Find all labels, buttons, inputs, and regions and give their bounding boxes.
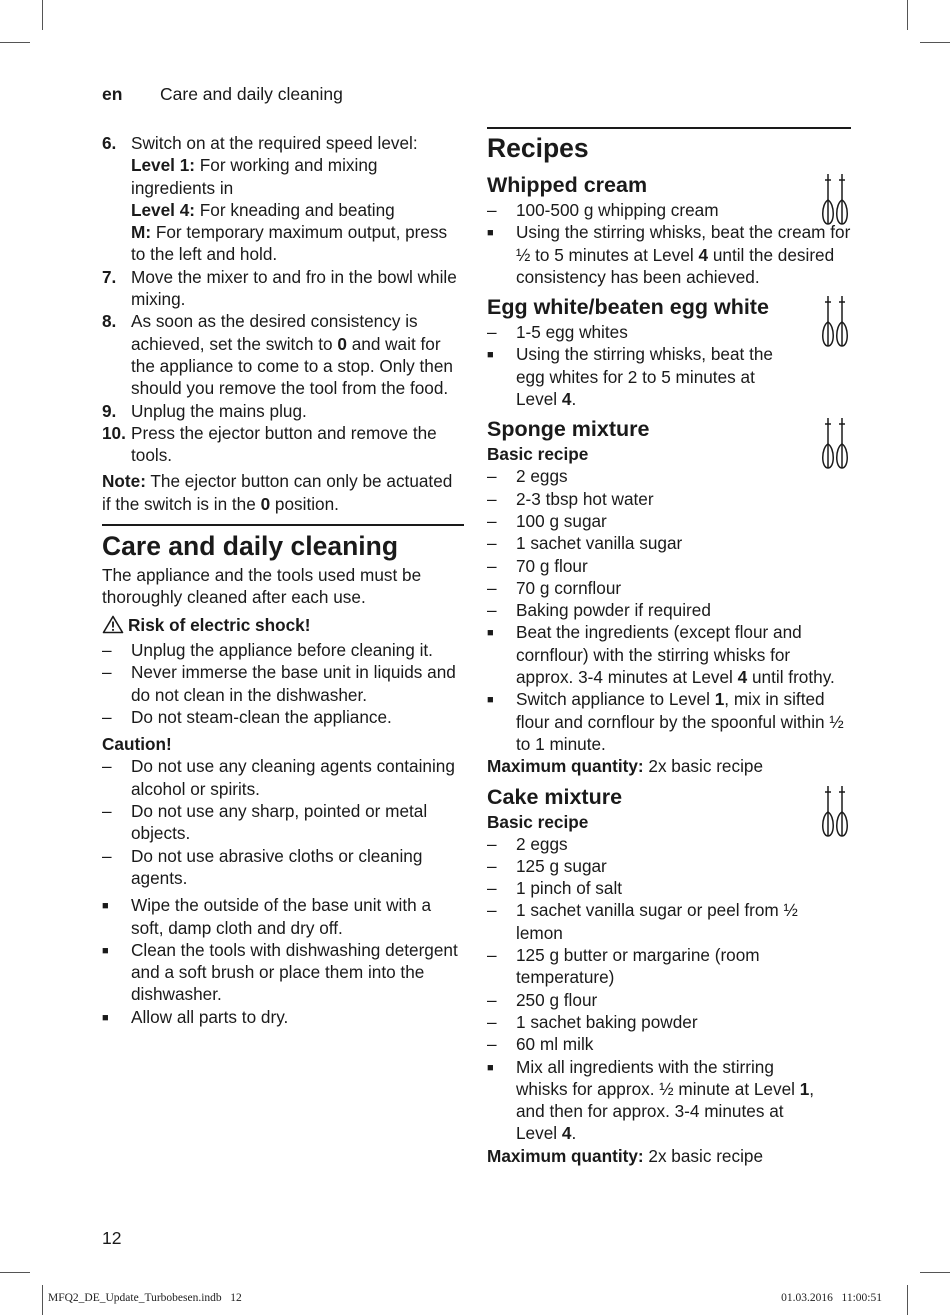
caution-heading: Caution! (102, 734, 172, 755)
recipe-title: Sponge mixture (487, 417, 650, 442)
action-item: ■ Allow all parts to dry. (102, 1006, 289, 1027)
ingredient: – 125 g butter or margarine (room temperature) (487, 945, 760, 988)
section-rule (487, 127, 851, 129)
recipe-title: Egg white/beaten egg white (487, 295, 769, 320)
recipe-subtitle: Basic recipe (487, 444, 589, 465)
section-rule (102, 524, 464, 526)
step-6 (102, 132, 464, 266)
page-number: 12 (102, 1228, 122, 1248)
ingredient: – 2-3 tbsp hot water (487, 488, 654, 509)
step-9 (102, 400, 464, 422)
ingredient: – 70 g cornflour (487, 577, 622, 598)
list-item: – Do not use any cleaning agents containing alcohol or spirits. (102, 756, 455, 799)
max-quantity: Maximum quantity: 2x basic recipe (487, 1145, 764, 1166)
step-text: Move the mixer to and fro in the bowl while mixing. (131, 266, 457, 310)
recipe-step: ■ Using the stirring whisks, beat the cream for ½ to 5 minutes at Level 4 until the desired consistency has been achieved. (487, 222, 851, 287)
crop-mark (42, 0, 43, 30)
level-1-line: Level 1: For working and mixing ingredients in (131, 155, 378, 198)
ingredient: – 1 sachet vanilla sugar (487, 533, 683, 554)
care-heading: Care and daily cleaning (102, 531, 399, 562)
ingredient: – 2 eggs (487, 466, 568, 487)
crop-mark (920, 42, 950, 43)
warning-heading: Risk of electric shock! (102, 614, 464, 639)
step-text: As soon as the desired consistency is achieved, set the switch to 0 and wait for the appliance to come to a stop. Only then should you remove the tool from the food. (131, 311, 453, 399)
recipe-sponge-mixture (487, 416, 851, 777)
recipe-subtitle: Basic recipe (487, 811, 589, 832)
step-8 (102, 310, 464, 399)
step-text: Unplug the mains plug. (131, 400, 307, 421)
ingredient: – 70 g flour (487, 555, 588, 576)
step-text: Switch on at the required speed level: (131, 133, 418, 153)
step-7 (102, 266, 464, 311)
section-title: Care and daily cleaning (160, 84, 343, 104)
list-item: – Unplug the appliance before cleaning it. (102, 639, 433, 660)
print-slug-date: 01.03.2016 11:00:51 (781, 1292, 882, 1304)
recipe-whipped-cream (487, 172, 851, 288)
running-header (102, 84, 343, 105)
step-number: 7. (102, 266, 117, 287)
action-item: ■ Clean the tools with dishwashing detergent and a soft brush or place them into the dishwasher. (102, 939, 458, 1005)
ingredient: – 125 g sugar (487, 855, 607, 876)
ingredient: – 1 sachet baking powder (487, 1011, 698, 1032)
ingredient: – 60 ml milk (487, 1034, 594, 1055)
action-item: ■ Wipe the outside of the base unit with a soft, damp cloth and dry off. (102, 895, 432, 938)
ingredient: – 100 g sugar (487, 510, 607, 531)
recipe-step: ■ Switch appliance to Level 1, mix in sifted flour and cornflour by the spoonful within ½ to 1 minute. (487, 689, 844, 754)
note: Note: The ejector button can only be actuated if the switch is in the 0 position. (102, 471, 453, 514)
recipe-egg-white (487, 294, 851, 410)
list-item: – Never immerse the base unit in liquids and do not clean in the dishwasher. (102, 662, 456, 705)
ingredient: – Baking powder if required (487, 600, 711, 621)
recipe-step: ■ Beat the ingredients (except flour and cornflour) with the stirring whisks for approx. 3-4 minutes at Level 4 until frothy. (487, 622, 835, 688)
recipe-step: ■ Mix all ingredients with the stirring whisks for approx. ½ minute at Level 1, and then for approx. 3-4 minutes at Level 4. (487, 1056, 815, 1144)
ingredient: – 100-500 g whipping cream (487, 200, 719, 220)
recipe-step: ■ Using the stirring whisks, beat the egg whites for 2 to 5 minutes at Level 4. (487, 344, 773, 410)
recipe-title: Whipped cream (487, 173, 648, 197)
step-number: 9. (102, 400, 117, 421)
ingredient: – 1-5 egg whites (487, 322, 628, 343)
max-quantity: Maximum quantity: 2x basic recipe (487, 756, 764, 777)
list-item: – Do not steam-clean the appliance. (102, 706, 392, 727)
print-slug-file: MFQ2_DE_Update_Turbobesen.indb 12 (48, 1292, 242, 1304)
crop-mark (907, 1285, 908, 1315)
right-column (487, 132, 851, 1167)
step-number: 6. (102, 133, 117, 153)
ingredient: – 2 eggs (487, 833, 568, 854)
crop-mark (907, 0, 908, 30)
list-item: – Do not use any sharp, pointed or metal objects. (102, 801, 428, 844)
crop-mark (0, 42, 30, 43)
crop-mark (0, 1272, 30, 1273)
warning-triangle-icon (102, 615, 124, 639)
level-4-line: Level 4: For kneading and beating (131, 199, 395, 220)
recipe-cake-mixture (487, 784, 851, 1167)
step-number: 8. (102, 311, 117, 332)
language-code: en (102, 84, 123, 104)
step-number: 10. (102, 422, 126, 443)
recipes-heading: Recipes (487, 133, 589, 163)
left-column (102, 132, 464, 1028)
crop-mark (920, 1272, 950, 1273)
list-item: – Do not use abrasive cloths or cleaning agents. (102, 845, 423, 888)
care-intro: The appliance and the tools used must be thoroughly cleaned after each use. (102, 565, 422, 608)
step-text: Press the ejector button and remove the tools. (131, 422, 437, 466)
step-10 (102, 422, 464, 467)
ingredient: – 1 pinch of salt (487, 878, 623, 899)
crop-mark (42, 1285, 43, 1315)
ingredient: – 250 g flour (487, 989, 598, 1010)
recipe-title: Cake mixture (487, 784, 623, 809)
ingredient: – 1 sachet vanilla sugar or peel from ½ lemon (487, 900, 798, 943)
level-m-line: M: For temporary maximum output, press to the left and hold. (131, 222, 448, 265)
